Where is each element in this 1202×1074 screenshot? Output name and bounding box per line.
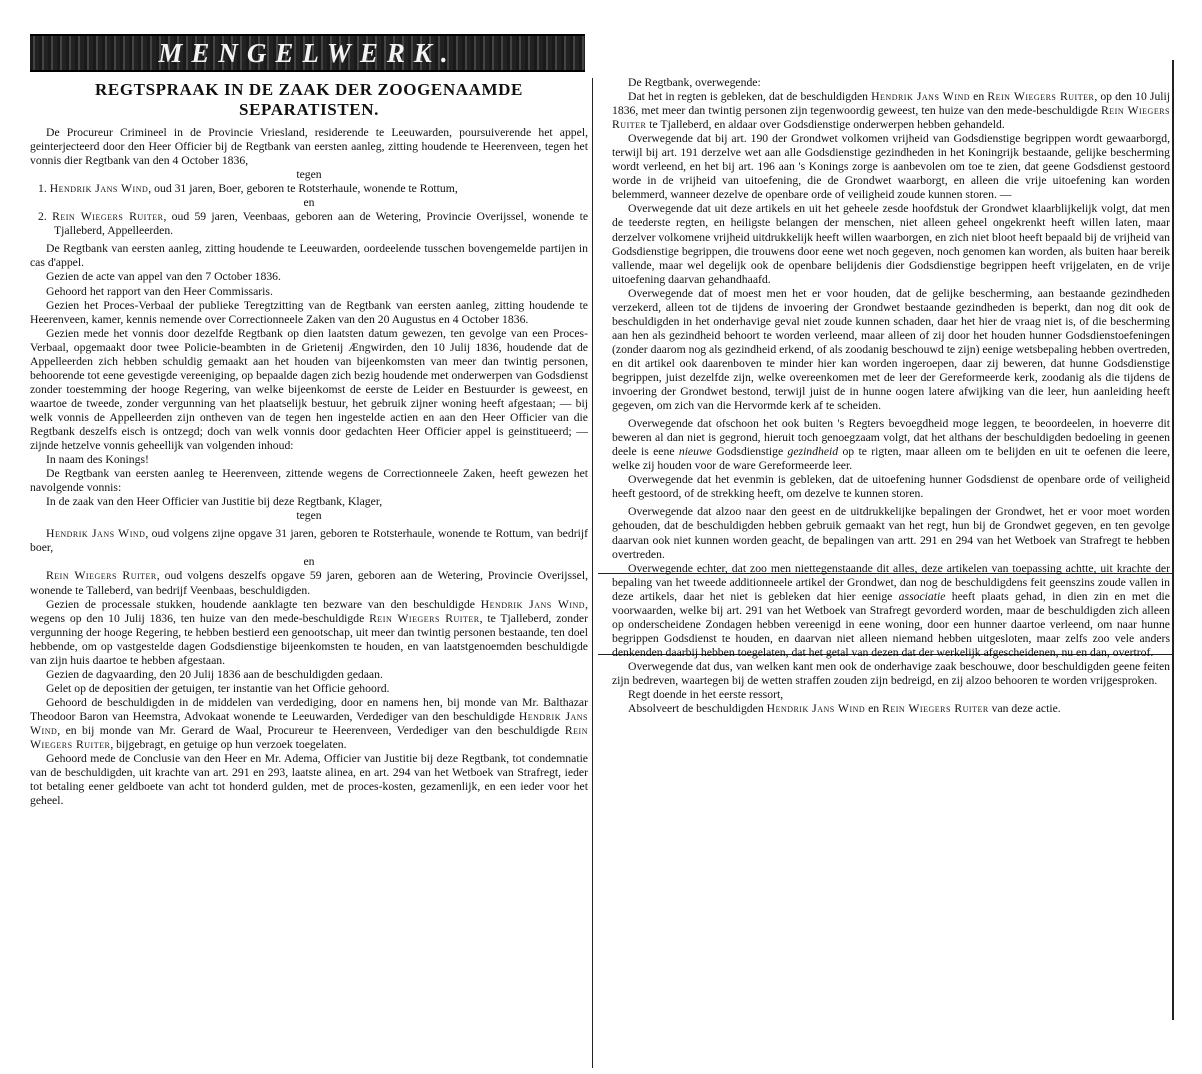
text-run: , bijgebragt, en getuige op hun verzoek toegelaten. (110, 738, 347, 752)
text-run: en (865, 702, 883, 716)
paragraph: Gehoord het rapport van den Heer Commissaris. (46, 284, 273, 298)
right-column (612, 76, 1170, 1074)
text-run: en (970, 90, 988, 104)
person-name: Rein Wiegers Ruiter (882, 702, 989, 716)
paragraph: Gezien het Proces-Verbaal der publieke Teregtzitting van de Regtbank van eersten aanleg, zitting houdende te Heerenveen, kamer, kennis nemende over Correctionneele Zaken van den 20 Augustus en 4 October 1836. (30, 298, 588, 326)
paragraph: Regt doende in het eerste ressort, (628, 688, 784, 702)
title-line-1: REGTSPRAAK IN DE ZAAK DER ZOOGENAAMDE (95, 80, 523, 99)
paragraph: Overwegende dat dus, van welken kant men ook de onderhavige zaak beschouwe, door beschuldigden geene feiten zijn bedreven, waartegen bij de wetten straffen zouden zijn bedreigd, en zij alzoo behooren te worden vrijgesproken. (612, 659, 1170, 687)
paragraph: Gezien de acte van appel van den 7 October 1836. (46, 270, 281, 284)
section-banner (30, 34, 585, 72)
paragraph (30, 569, 588, 597)
emphasis: associatie (898, 589, 946, 603)
person-name: Rein Wiegers Ruiter (30, 723, 588, 752)
paragraph: De Procureur Crimineel in de Provincie Vriesland, residerende te Leeuwarden, poursuiverende het appel, geinterjecteerd door den Heer Officier bij de Regtbank van eersten aanleg, zitting houdende te Heerenveen, tegen het vonnis dier Regtbank van den 4 October 1836, (30, 126, 588, 168)
paragraph (612, 702, 1170, 716)
party-text: , oud volgens zijne opgave 31 jaren, geboren te Rotsterhaule, wonende te Rottum, van bedrijf boer, (30, 527, 588, 555)
text-run: heeft plaats gehad, in dien zin en met die voorwaarden, welke bij art. 291 van het Wetboek van Strafregt gevorderd worden, maar de beschuldigden zich alleen op onderscheidene Zondagen hebben vereenigd in eene woning, door een hunner daartoe verleend, om naar hunne begrippen Godsdienst te houden, en daarvan niet alleen niemand hebben uitgesloten, maar zelfs zoo vele anders denkenden daarbij hebben toegelaten, dat het getal van dezen dat der werkelijk afgescheidenen, nu en dan, overtrof. (612, 589, 1170, 659)
text-run: , wegens op den 10 Julij 1836, ten huize van den mede-beschuldigde (30, 597, 588, 625)
person-name: Hendrik Jans Wind (46, 527, 146, 541)
person-name: Hendrik Jans Wind (30, 709, 588, 737)
text-run: van deze actie. (988, 702, 1061, 716)
person-name: Hendrik Jans Wind (766, 702, 866, 716)
paragraph: Overwegende dat uit deze artikels en uit het geheele zesde hoofdstuk der Grondwet klaarblijkelijk volgt, dat men de teederste regten, en heiligste belangen der menschen, niet alleen geheel ongekrenkt heeft willen laten, maar derzelver volkomene vrijheid uitdrukkelijk heeft willen waarborgen, en zich niet bloot heeft bepaald bij de vrijheid van Godsdienstige begrippen, die trouwens door eene wet noch gegeven, noch genomen kan worden, als buiten haar bereik vallende, maar wel degelijk ook de openbare belijdenis dier Godsdienstige begrippen heeft vrijgelaten, en de vrije uitoefening daarvan gehandhaafd. (612, 202, 1170, 286)
person-name: Rein Wiegers Ruiter (612, 104, 1170, 132)
paragraph: In de zaak van den Heer Officier van Justitie bij deze Regtbank, Klager, (46, 495, 383, 509)
text-run: Absolveert de beschuldigden (628, 702, 767, 716)
tegen-line: tegen (296, 168, 322, 182)
person-name: Rein Wiegers Ruiter (46, 569, 157, 583)
paragraph: De Regtbank van eersten aanleg te Heerenveen, zittende wegens de Correctionneele Zaken, heeft gewezen het navolgende vonnis: (30, 467, 588, 495)
text-run: Dat het in regten is gebleken, dat de beschuldigden (628, 90, 872, 104)
party-text: , oud 59 jaren, Veenbaas, geboren aan de Wetering, Provincie Overijssel, wonende te Tjalleberd, Appelleerden. (54, 210, 588, 238)
paragraph: Gezien de dagvaarding, den 20 Julij 1836 aan de beschuldigden gedaan. (46, 667, 383, 681)
en-line: en (303, 196, 315, 210)
paragraph (30, 527, 588, 555)
text-run: , te Tjalleberd, zonder vergunning der hooge Regering, te hebben bestierd een genootschap, uit meer dan twintig personen bestaande, ten doel hebbende, om op vastgestelde dagen Godsdienstige bijeenkomsten te houden, en van laatstgenoemden beschuldigde van zijn huis daartoe te hebben afgestaan. (30, 611, 588, 667)
paragraph: Overwegende dat alzoo naar den geest en de uitdrukkelijke bepalingen der Grondwet, het er voor moet worden gehouden, dat de beschuldigden hebben gebruik gemaakt van het regt, hun bij de Grondwet gegeven, en ten gevolge daarvan ook niet kunnen worden geacht, de bepalingen van artt. 291 en 294 van het Wetboek van Strafregt te hebben overtreden. (612, 505, 1170, 561)
text-run: Gezien de processale stukken, houdende aanklagte ten bezware van den beschuldigde (46, 597, 481, 611)
text-run: op te rigten, maar alleen om te belijden en uit te oefenen die leere, welke zij houden voor de ware Gereformeerde leer. (612, 445, 1170, 473)
person-name: Rein Wiegers Ruiter (369, 611, 480, 625)
person-name: Hendrik Jans Wind (871, 90, 971, 104)
party-text: , oud 31 jaren, Boer, geboren te Rotsterhaule, wonende te Rottum, (148, 182, 458, 196)
paragraph: In naam des Konings! (46, 453, 149, 467)
left-column (30, 76, 588, 1074)
enum-number: 2. (38, 210, 47, 224)
person-name: Rein Wiegers Ruiter (52, 210, 164, 224)
article-title (30, 80, 588, 120)
person-name: Rein Wiegers Ruiter (987, 90, 1095, 104)
person-name: Hendrik Jans Wind (49, 182, 149, 196)
paragraph: Gezien mede het vonnis door dezelfde Regtbank op dien laatsten datum gewezen, ten gevolge van een Proces-Verbaal, opgemaakt door twee Policie-beambten in de Grietenij Ængwirden, den 10 Julij 1836, houdende dat de Appelleerden zich hebben schuldig gemaakt aan het houden van bijeenkomsten van meer dan twintig personen, behoorende tot eene gevestigde vereeniging, op bepaalde dagen zich bezig houdende met onderwerpen van Godsdienst zonder toestemming der hooge Regering, van welke bijeenkomst de eerste de Leider en Bestuurder is geweest, en waartoe de tweede, zonder vergunning van het plaatselijk bestuur, het gebruik zijner woning heeft afgestaan; — bij welk vonnis de Appelleerden zijn ontheven van de tegen hen ingestelde actien en aan den Heer Officier van die Regtbank deszelfs eisch is ontzegd; doch van welk vonnis door gedachten Heer Officier appel is geinstitueerd; — zijnde hetzelve vonnis geheellijk van volgenden inhoud: (30, 326, 588, 453)
paragraph: Overwegende dat bij art. 190 der Grondwet volkomen vrijheid van Godsdienstige begrippen wordt gewaarborgd, terwijl bij art. 191 derzelve wet aan alle Godsdienstige gezindheden in het Koningrijk bestaande, gelijke bescherming wordt verleend, en het bij art. 196 aan 's Konings zorge is aanbevolen om toe te zien, dat geene Godsdienst gestoord worde in de vrijheid van uitoefening, die de Grondwet waarborgt, en alleen die vrije uitoefening kan worden belemmerd, wanneer dezelve de openbare orde of veiligheid zoude kunnen storen. — (612, 132, 1170, 202)
paragraph: Gehoord mede de Conclusie van den Heer en Mr. Adema, Officier van Justitie bij deze Regtbank, tot condemnatie van de beschuldigden, uit krachte van art. 291 en 293, laatste alinea, en art. 294 van het Wetboek van Strafregt, ieder tot betaling eener geldboete van acht tot honderd gulden, met de proces-kosten, gezamenlijk, en een ieder voor het geheel. (30, 752, 588, 808)
paragraph (612, 417, 1170, 473)
emphasis: gezindheid (787, 445, 839, 459)
paragraph: Gelet op de depositien der getuigen, ter instantie van het Officie gehoord. (46, 681, 390, 695)
party-1 (30, 182, 588, 196)
paragraph: De Regtbank van eersten aanleg, zitting houdende te Leeuwarden, oordeelende tusschen bovengemelde partijen in cas d'appel. (30, 242, 588, 270)
text-run: Gehoord de beschuldigden in de middelen van verdediging, door en namens hen, bij monde van Mr. Balthazar Theodoor Baron van Heemstra, Advokaat wonende te Leeuwarden, Verdediger van den beschuldigde (30, 695, 588, 723)
title-line-2: SEPARATISTEN. (239, 100, 379, 119)
paragraph (30, 598, 588, 668)
paragraph: Overwegende dat of moest men het er voor houden, dat de gelijke bescherming, aan bestaande gezindheden verzekerd, alleen tot de tijdens de invoering der Grondwet bestaande gezindheden is beperkt, dan nog dit ook de beschuldigden in het onderhavige geval niet zoude kunnen schaden, daar het hier de vraag niet is, of die bescherming aan hen als gezindheid behoort te worden verleend, maar alleen of zij door het houden hunner Godsdienstoefeningen (zonder daarom nog als gezindheid erkend, of als zoodanig beschouwd te zijn) eenige wetsbepaling hebben overtreden, en dit artikel ook daarenboven te minder hier kan worden ingeroepen, daar zij beweren, dat hunne Godsdienstige begrippen, juist dezelfde zijn, welke overeenkomen met de leer der Gereformeerde kerk, zoodanig als die tijdens de invoering der Grondwet bestond, terwijl juist de in hunne oogen latere afwijking van die leer, hun aanleiding heeft gegeven, om zich van die Hervormde kerk af te scheiden. (612, 286, 1170, 413)
paragraph (612, 562, 1170, 660)
text-run: , en bij monde van Mr. Gerard de Waal, Procureur te Heerenveen, Verdediger van den beschuldigde (57, 723, 565, 737)
column-divider (592, 78, 593, 1068)
text-run: te Tjalleberd, en aldaar over Godsdienstige onderwerpen hebben gehandeld. (646, 118, 1005, 132)
text-run: , op den 10 Julij 1836, met meer dan twintig personen zijn tegenwoordig geweest, ten huize van den mede-beschuldigde (612, 90, 1170, 118)
text-run: Overwegende dat ofschoon het ook buiten 's Regters bevoegdheid moge leggen, te beoordeelen, in hoeverre dit beweren al dan niet is gegrond, hieruit toch genoegzaam volgt, dat het althans der beschuldigden bedoeling in geenen deele is eene (612, 417, 1170, 459)
party-2 (30, 210, 588, 238)
paragraph (30, 696, 588, 752)
emphasis: nieuwe (678, 445, 712, 459)
paragraph: Overwegende dat het evenmin is gebleken, dat de uitoefening hunner Godsdienst de openbare orde of veiligheid heeft gestoord, of de strekking heeft, om dezelve te kunnen storen. (612, 473, 1170, 501)
right-border (1172, 60, 1174, 1020)
tegen-line: tegen (296, 509, 322, 523)
en-line: en (303, 555, 315, 569)
enum-number: 1. (38, 182, 47, 196)
party-text: , oud volgens deszelfs opgave 59 jaren, geboren aan de Wetering, Provincie Overijssel, wonende te Talleberd, van bedrijf Veenbaas, beschuldigden. (30, 569, 588, 597)
text-run: Overwegende echter, dat zoo men niettegenstaande dit alles, deze artikelen van toepassing achtte, uit krachte der bepaling van het tweede additionneele artikel der Grondwet, dan nog de beschuldigdens feit geenszins zoude vallen in deze artikels, daar het niet is gebleken dat hier eenige (612, 561, 1170, 603)
person-name: Hendrik Jans Wind (480, 597, 586, 611)
text-run: Godsdienstige (711, 445, 788, 459)
paragraph (612, 90, 1170, 132)
paragraph: De Regtbank, overwegende: (628, 76, 761, 89)
banner-text: MENGELWERK. (158, 37, 457, 68)
